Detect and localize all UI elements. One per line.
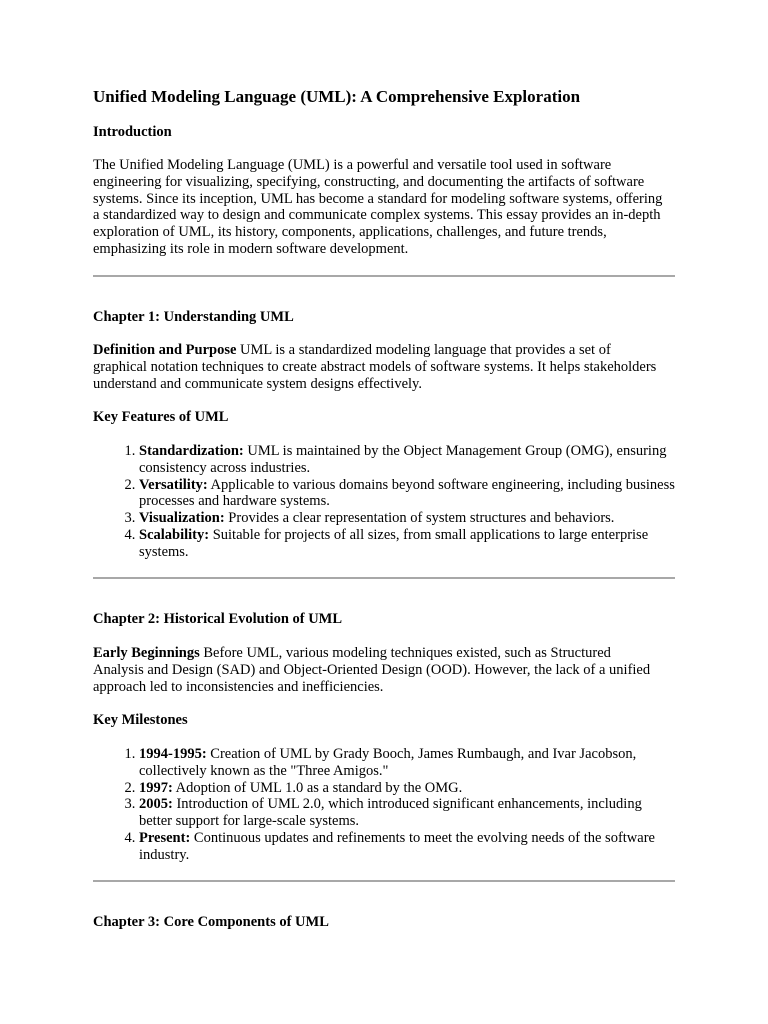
list-item-text: Adoption of UML 1.0 as a standard by the OMG.	[172, 779, 463, 796]
milestones-list	[93, 746, 675, 864]
features-list	[93, 443, 675, 561]
list-item-lead: Standardization:	[139, 443, 244, 459]
section-divider	[93, 275, 675, 277]
section-divider	[93, 577, 675, 579]
list-item-lead: Present:	[139, 829, 191, 846]
document-title: Unified Modeling Language (UML): A Comprehensive Exploration	[93, 87, 581, 106]
list-item	[139, 477, 675, 511]
early-beginnings-lead: Early Beginnings	[93, 645, 200, 661]
list-item	[139, 746, 675, 780]
list-item	[139, 830, 675, 864]
list-item-text: Suitable for projects of all sizes, from small applications to large enterprise systems.	[139, 526, 649, 560]
list-item-text: UML is maintained by the Object Management Group (OMG), ensuring consistency across industries.	[139, 443, 667, 476]
list-item	[139, 780, 675, 797]
list-item-lead: 1994-1995:	[139, 746, 207, 762]
list-item-lead: Versatility:	[139, 476, 208, 493]
list-item-text: Creation of UML by Grady Booch, James Rumbaugh, and Ivar Jacobson, collectively known as the "Three Amigos."	[139, 746, 637, 779]
chapter2-heading: Chapter 2: Historical Evolution of UML	[93, 611, 343, 627]
list-item	[139, 796, 675, 830]
early-beginnings-body: Before UML, various modeling techniques existed, such as Structured Analysis and Design (SAD) and Object-Oriented Design (OOD). However, the lack of a unified approach led to inconsistencies and inefficiencies.	[93, 645, 651, 695]
definition-body: UML is a standardized modeling language that provides a set of graphical notation techniques to create abstract models of software systems. It helps stakeholders understand and communicate system designs effectively.	[93, 342, 657, 392]
early-beginnings-paragraph	[93, 645, 663, 695]
definition-paragraph	[93, 342, 663, 392]
definition-lead: Definition and Purpose	[93, 342, 237, 358]
milestones-heading: Key Milestones	[93, 712, 188, 728]
chapter1-heading: Chapter 1: Understanding UML	[93, 309, 294, 325]
intro-paragraph: The Unified Modeling Language (UML) is a powerful and versatile tool used in software engineering for visualizing, specifying, constructing, and documenting the artifacts of software systems. Since its inception, UML has become a standard for modeling software systems, offering a standardized way to design and communicate complex systems. This essay provides an in-depth exploration of UML, its history, components, applications, challenges, and future trends, emphasizing its role in modern software development.	[93, 157, 663, 257]
chapter3-heading: Chapter 3: Core Components of UML	[93, 914, 329, 930]
list-item-text: Continuous updates and refinements to meet the evolving needs of the software industry.	[139, 829, 655, 863]
list-item-lead: 2005:	[139, 796, 173, 813]
list-item-text: Applicable to various domains beyond software engineering, including business processes and hardware systems.	[139, 476, 675, 510]
list-item-text: Introduction of UML 2.0, which introduced significant enhancements, including better support for large-scale systems.	[139, 796, 642, 830]
features-heading: Key Features of UML	[93, 409, 229, 425]
list-item	[139, 510, 675, 527]
list-item-lead: Scalability:	[139, 526, 210, 543]
list-item	[139, 443, 675, 477]
list-item	[139, 527, 675, 561]
section-divider	[93, 880, 675, 882]
intro-heading: Introduction	[93, 124, 172, 140]
list-item-lead: 1997:	[139, 779, 173, 796]
list-item-text: Provides a clear representation of system structures and behaviors.	[224, 510, 615, 527]
list-item-lead: Visualization:	[139, 510, 225, 527]
